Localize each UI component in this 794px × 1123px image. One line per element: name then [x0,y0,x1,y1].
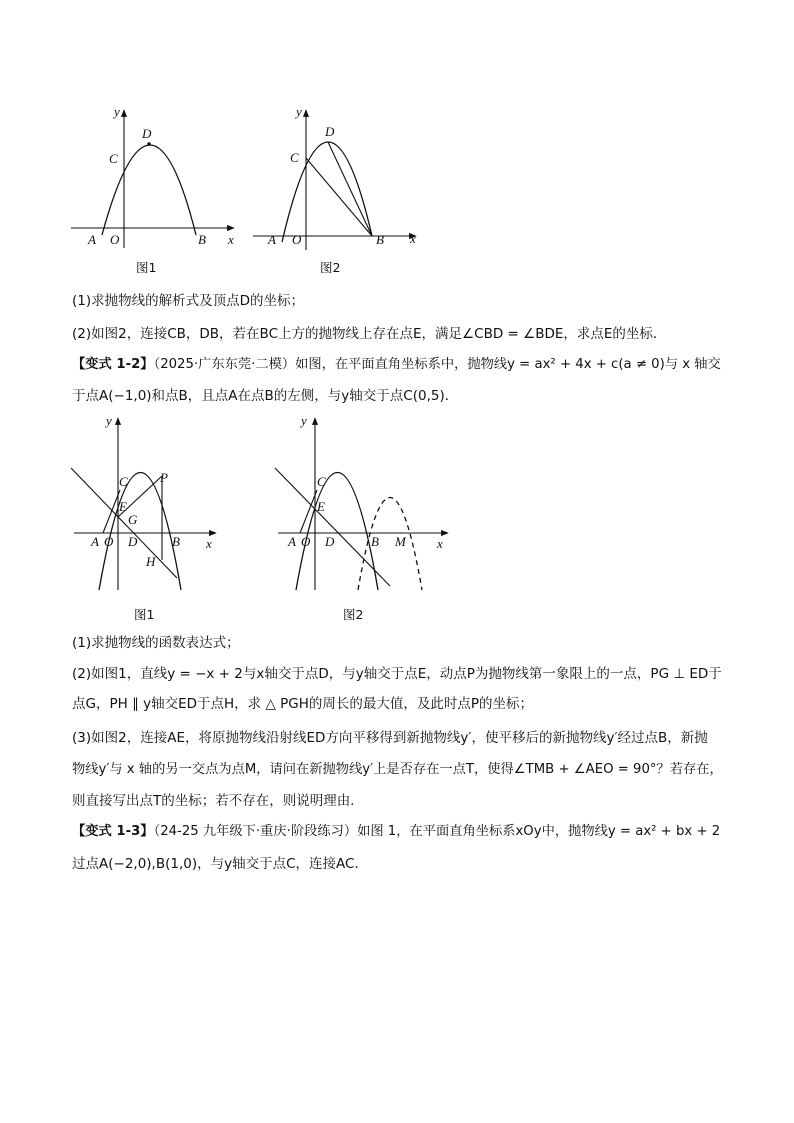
variant12-text1: 如图，在平面直角坐标系中，抛物线y = ax² + 4x + c(a ≠ 0)与 x 轴交 [295,357,721,372]
top-figure-1-caption: 图1 [136,260,157,275]
line-ed [275,468,390,586]
variant12-q3-line1: (3)如图2，连接AE，将原抛物线沿射线ED方向平移得到新抛物线y′，使平移后的新抛物线y′经过点B，新抛 [72,730,708,746]
label-x: x [410,231,416,246]
label-d: D [325,124,335,139]
variant12-line1 [72,355,724,375]
variant13-text1: 如图 1，在平面直角坐标系xOy中，抛物线y = ax² + bx + 2 [357,824,721,839]
label-g: G [128,512,138,527]
label-a: A [88,232,96,247]
label-b: B [172,534,180,549]
label-y: y [296,104,302,119]
label-x: x [437,536,443,551]
top-figure-2 [248,100,428,260]
label-a: A [268,232,276,247]
variant12-figure-1-graph [66,410,226,600]
variant12-figure-1-caption: 图1 [134,607,155,622]
label-x: x [228,232,234,247]
label-e: E [317,499,325,514]
label-o: O [301,534,311,549]
label-c: C [109,151,118,166]
label-p: P [160,470,168,485]
label-c: C [119,474,128,489]
variant13-source: （24-25 九年级下·重庆·阶段练习） [153,824,358,839]
label-o: O [110,232,120,247]
segment-db [328,142,372,236]
variant12-q2-line2: 点G，PH ∥ y轴交ED于点H，求 △ PGH的周长的最大值，及此时点P的坐标； [72,696,534,712]
parabola [99,473,181,591]
label-c: C [317,474,326,489]
top-figure-2-caption: 图2 [320,260,341,275]
vertex-point [147,142,151,146]
variant12-title: 【变式 1-2】 [72,357,154,372]
label-c: C [290,150,299,165]
translated-parabola [358,498,422,591]
label-o: O [104,534,114,549]
variant12-q3-line3: 则直接写出点T的坐标；若不存在，则说明理由． [72,793,364,809]
label-y: y [301,413,307,428]
label-y: y [106,413,112,428]
variant12-source: （2025·广东东莞·二模） [153,357,296,372]
variant13-line2: 过点A(−2,0),B(1,0)，与y轴交于点C，连接AC． [72,856,368,872]
label-o: O [292,232,302,247]
variant12-figure-2-graph [270,410,455,600]
label-d: D [128,534,138,549]
label-y: y [114,104,120,119]
problem1-q2: (2)如图2，连接CB，DB，若在BC上方的抛物线上存在点E，满足∠CBD = ∠BDE，求点E的坐标． [72,326,667,342]
label-h: H [146,554,156,569]
variant12-figure-2 [270,410,455,600]
label-b: B [376,232,384,247]
label-a: A [288,534,296,549]
label-x: x [206,536,212,551]
variant13-title: 【变式 1-3】 [72,824,154,839]
label-e: E [119,499,127,514]
variant12-q2-line1: (2)如图1，直线y = −x + 2与x轴交于点D，与y轴交于点E，动点P为抛物线第一象限上的一点，PG ⊥ ED于 [72,666,722,682]
variant12-figure-2-caption: 图2 [343,607,364,622]
label-a: A [91,534,99,549]
label-b: B [371,534,379,549]
top-figure-2-graph [248,100,428,260]
variant12-q1: (1)求抛物线的函数表达式； [72,635,240,651]
variant13-line1 [72,822,724,842]
label-m: M [395,534,406,549]
top-figure-1-graph [66,100,246,260]
line-ae [103,490,120,533]
label-d: D [142,126,152,141]
top-figure-1 [66,100,246,260]
variant12-line2: 于点A(−1,0)和点B，且点A在点B的左侧，与y轴交于点C(0,5)． [72,388,459,404]
variant12-figure-1 [66,410,226,600]
label-d: D [325,534,335,549]
variant12-q3-line2: 物线y′与 x 轴的另一交点为点M，请问在新抛物线y′上是否存在一点T，使得∠TMB + ∠AEO = 90°？若存在， [72,762,723,777]
label-b: B [198,232,206,247]
problem1-q1: (1)求抛物线的解析式及顶点D的坐标； [72,293,305,309]
